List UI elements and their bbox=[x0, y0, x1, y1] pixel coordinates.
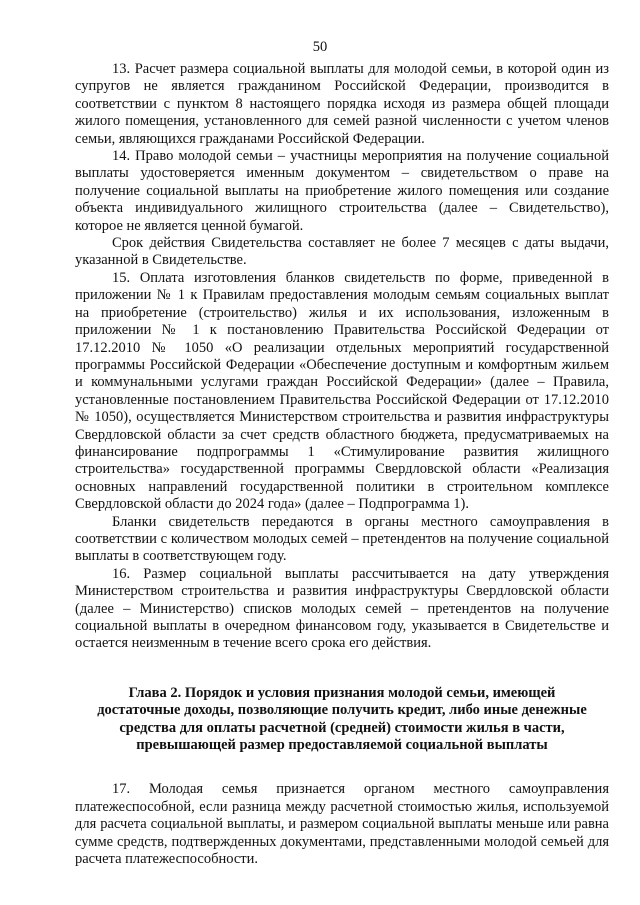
paragraph-14: 14. Право молодой семьи – участницы мероприятия на получение социальной выплаты удостоверяется именным документом – свидетельством о праве на получение социальной выплаты на приобретение жилого помещения или создание объекта индивидуального жилищного строительства (далее – Свидетельство), которое не является ценной бумагой. bbox=[75, 148, 609, 234]
paragraph-certificate-validity: Срок действия Свидетельства составляет не более 7 месяцев с даты выдачи, указанной в Свидетельстве. bbox=[75, 235, 609, 269]
paragraph-13: 13. Расчет размера социальной выплаты для молодой семьи, в которой один из супругов не является гражданином Российской Федерации, производится в соответствии с пунктом 8 настоящего порядка исходя из размера общей площади жилого помещения, установленного для семей разной численности с учетом членов семьи, являющихся гражданами Российской Федерации. bbox=[75, 61, 609, 147]
heading-line: средства для оплаты расчетной (средней) стоимости жилья в части, bbox=[119, 719, 565, 736]
paragraph-15: 15. Оплата изготовления бланков свидетельств по форме, приведенной в приложении № 1 к Правилам предоставления молодым семьям социальных выплат на приобретение (строительство) жилья и их использования, изложенным в приложении № 1 к постановлению Правительства Российской Федерации от 17.12.2010 № 1050 «О реализации отдельных мероприятий государственной программы Российской Федерации «Обеспечение доступным и комфортным жильем и коммунальными услугами граждан Российской Федерации» (далее – Правила, установленные постановлением Правительства Российской Федерации от 17.12.2010 № 1050), осуществляется Министерством строительства и развития инфраструктуры Свердловской области за счет средств областного бюджета, предусматриваемых на финансирование подпрограммы 1 «Стимулирование развития жилищного строительства» государственной программы Свердловской области «Реализация основных направлений государственной политики в строительном комплексе Свердловской области до 2024 года» (далее – Подпрограмма 1). bbox=[75, 269, 609, 513]
heading-line: превышающей размер предоставляемой социальной выплаты bbox=[136, 737, 548, 754]
heading-line: Глава 2. Порядок и условия признания молодой семьи, имеющей bbox=[128, 684, 556, 701]
heading-line: достаточные доходы, позволяющие получить кредит, либо иные денежные bbox=[97, 702, 587, 719]
document-body bbox=[75, 61, 609, 868]
paragraph-16: 16. Размер социальной выплаты рассчитывается на дату утверждения Министерством строительства и развития инфраструктуры Свердловской области (далее – Министерство) списков молодых семей – претендентов на получение социальной выплаты в очередном финансовом году, указывается в Свидетельстве и остается неизменным в течение всего срока его действия. bbox=[75, 565, 609, 652]
paragraph-17: 17. Молодая семья признается органом местного самоуправления платежеспособной, если разница между расчетной стоимостью жилья, используемой для расчета социальной выплаты, и размером социальной выплаты меньше или равна сумме средств, подтвержденных документами, представленными молодой семьей для расчета платежеспособности. bbox=[75, 781, 609, 868]
page-number: 50 bbox=[312, 39, 328, 55]
chapter-2-heading bbox=[75, 685, 609, 755]
paragraph-blanks-transfer: Бланки свидетельств передаются в органы местного самоуправления в соответствии с количеством молодых семей – претендентов на получение социальной выплаты в соответствующем году. bbox=[75, 513, 609, 565]
